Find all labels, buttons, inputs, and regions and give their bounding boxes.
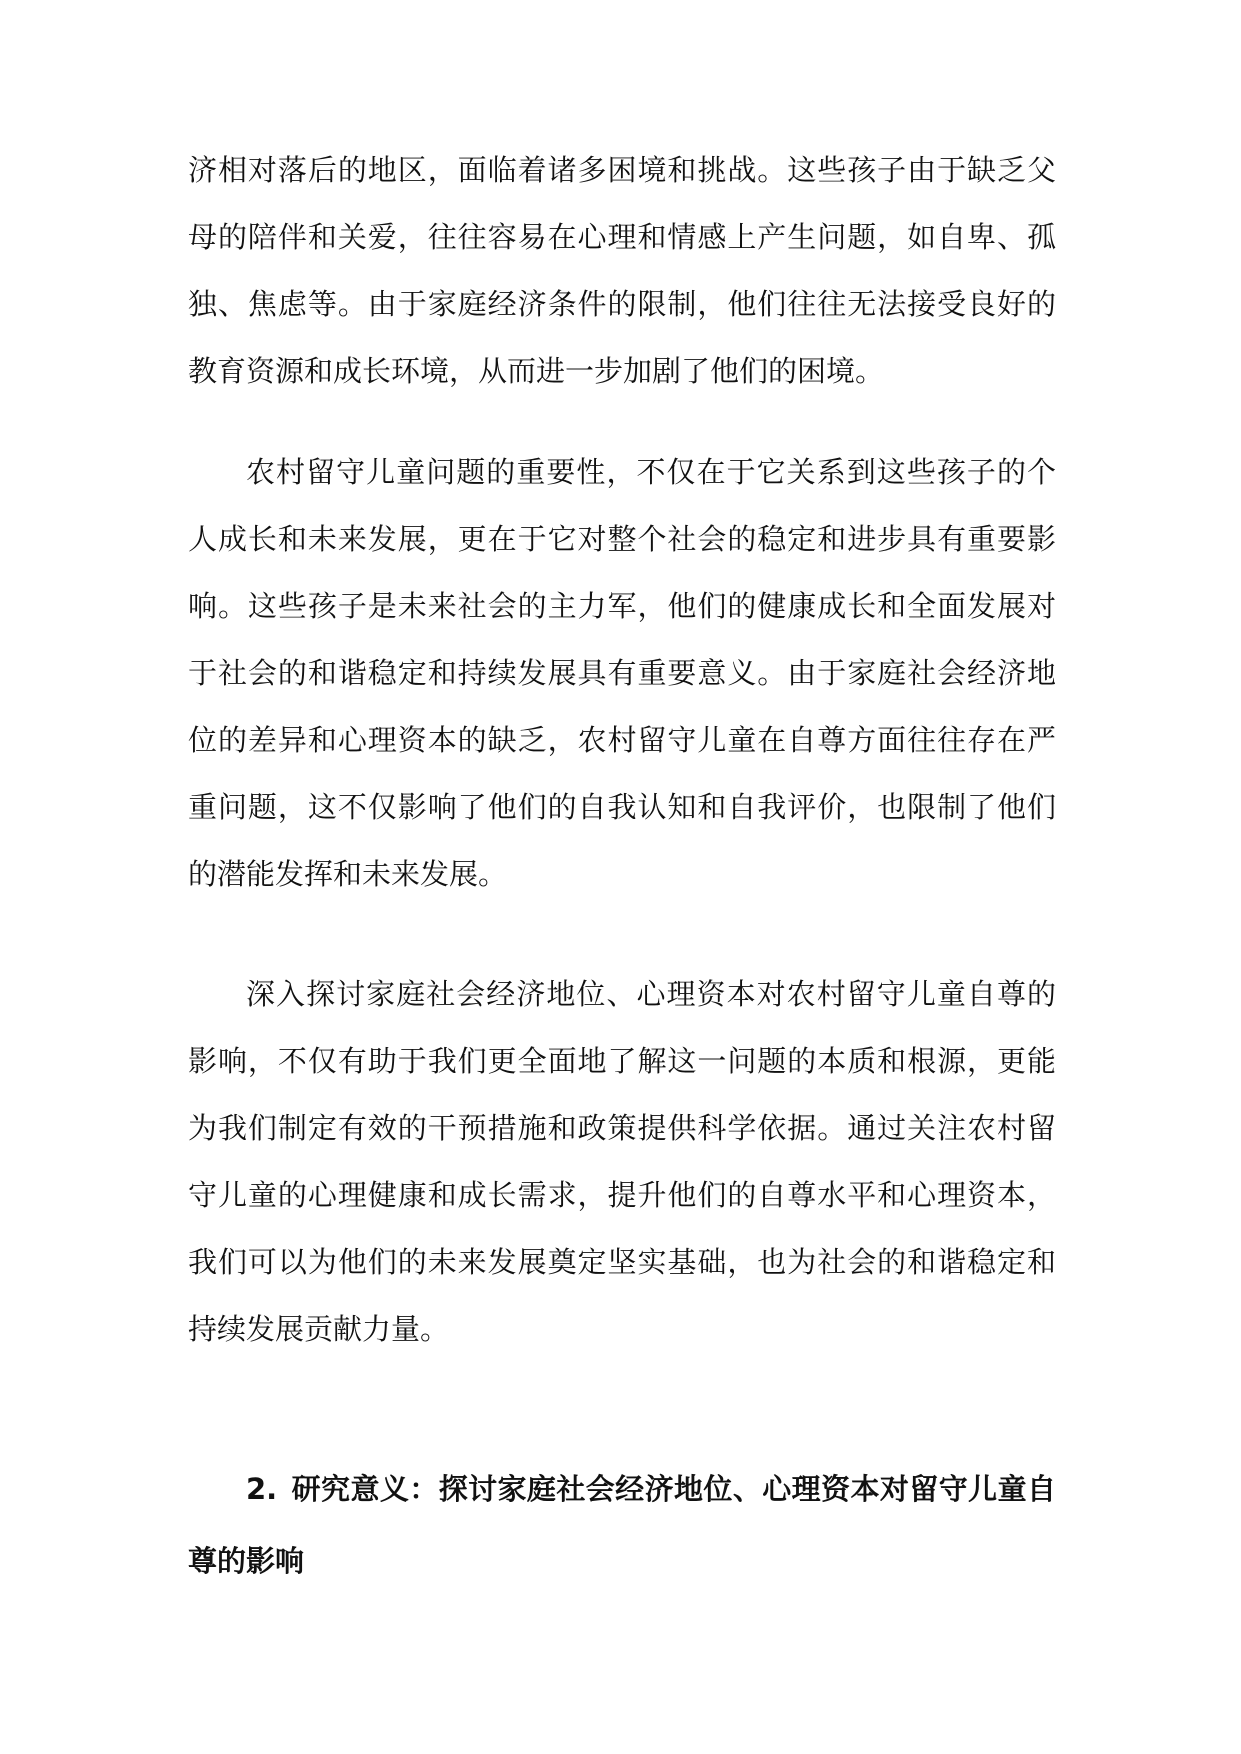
section-title: 研究意义：探讨家庭社会经济地位、心理资本对留守儿童自尊的影响 bbox=[188, 1472, 1056, 1578]
paragraph-3: 深入探讨家庭社会经济地位、心理资本对农村留守儿童自尊的影响，不仅有助于我们更全面地了解这一问题的本质和根源，更能为我们制定有效的干预措施和政策提供科学依据。通过关注农村留守儿童的心理健康和成长需求，提升他们的自尊水平和心理资本，我们可以为他们的未来发展奠定坚实基础，也为社会的和谐稳定和持续发展贡献力量。 bbox=[188, 977, 1056, 1346]
paragraph-1: 济相对落后的地区，面临着诸多困境和挑战。这些孩子由于缺乏父母的陪伴和关爱，往往容易在心理和情感上产生问题，如自卑、孤独、焦虑等。由于家庭经济条件的限制，他们往往无法接受良好的教育资源和成长环境，从而进一步加剧了他们的困境。 bbox=[188, 153, 1056, 388]
paragraph-2: 农村留守儿童问题的重要性，不仅在于它关系到这些孩子的个人成长和未来发展，更在于它对整个社会的稳定和进步具有重要影响。这些孩子是未来社会的主力军，他们的健康成长和全面发展对于社会的和谐稳定和持续发展具有重要意义。由于家庭社会经济地位的差异和心理资本的缺乏，农村留守儿童在自尊方面往往存在严重问题，这不仅影响了他们的自我认知和自我评价，也限制了他们的潜能发挥和未来发展。 bbox=[188, 455, 1056, 891]
section-heading bbox=[188, 1453, 1056, 1597]
section-number: 2. bbox=[246, 1472, 278, 1506]
